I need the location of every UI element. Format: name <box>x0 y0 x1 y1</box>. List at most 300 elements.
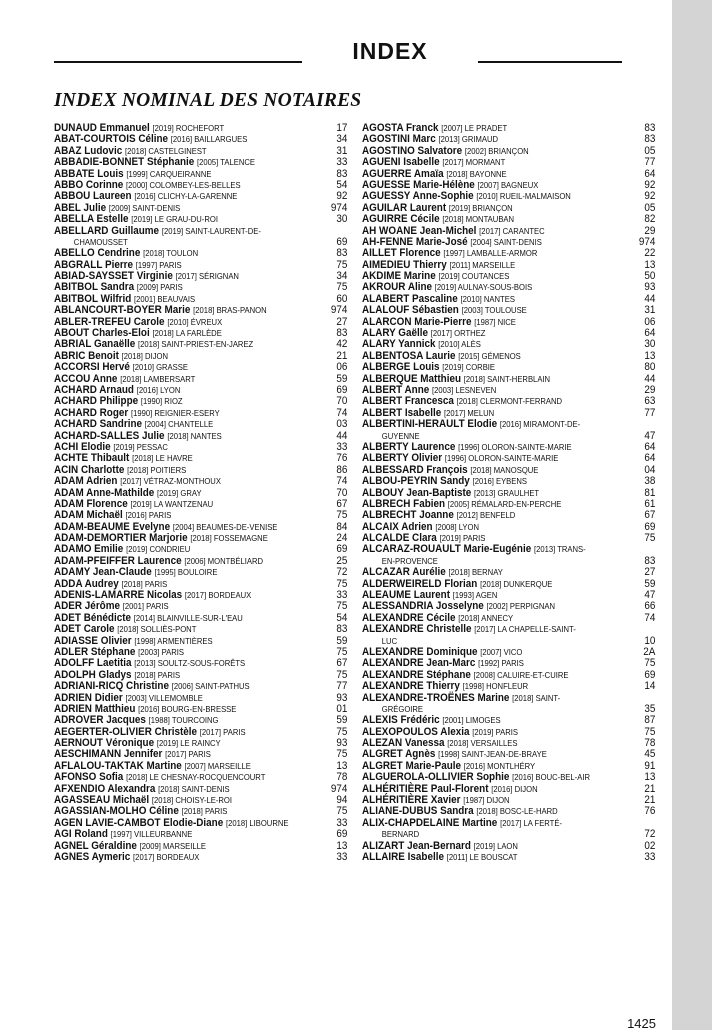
entry-page: 84 <box>336 520 348 533</box>
entry-page: 31 <box>644 304 656 317</box>
notary-name: AKDIME Marine <box>362 270 436 283</box>
entry-page: 974 <box>638 235 656 248</box>
notary-name: ALLAIRE Isabelle <box>362 851 444 863</box>
notary-details: [2017] MORMANT <box>442 157 506 168</box>
notary-details: [1997] PARIS <box>135 259 182 270</box>
entry-page: 44 <box>336 429 348 442</box>
notary-details: [2018] PARIS <box>181 806 228 817</box>
entry-page: 92 <box>644 178 656 191</box>
entry-page: 75 <box>644 725 656 738</box>
notary-name: ABGRALL Pierre <box>54 258 134 271</box>
notary-details: [2019] PARIS <box>472 726 519 737</box>
notary-name: ADENIS-LAMARRE Nicolas <box>54 589 183 602</box>
notary-name: ABRIAL Ganaëlle <box>54 338 136 351</box>
notary-details: [2019] COUTANCES <box>438 271 510 282</box>
notary-details: [2019] ROCHEFORT <box>152 123 225 133</box>
notary-details: [2018] CLERMONT-FERRAND <box>456 396 563 407</box>
notary-details: [2001] BEAUVAIS <box>134 293 196 304</box>
entry-page: 05 <box>644 144 656 157</box>
entry-page: 75 <box>336 645 348 658</box>
notary-name: ADER Jérôme <box>54 600 121 613</box>
notary-name: ACHI Elodie <box>54 440 111 453</box>
notary-name: ALEXANDRE Stéphane <box>362 668 471 681</box>
notary-details: [2004] BEAUMES-DE-VENISE <box>172 521 278 532</box>
notary-name: ADROVER Jacques <box>54 714 146 727</box>
entry-page: 45 <box>644 748 656 761</box>
entry-page: 31 <box>336 144 348 157</box>
entry-page: 76 <box>336 452 348 465</box>
notary-details: [2018] LE HAVRE <box>132 453 193 464</box>
entry-page: 74 <box>644 611 656 624</box>
notary-name: ALEXOPOULOS Alexia <box>362 725 470 738</box>
notary-details: [2016] MONTLHÉRY <box>463 760 536 771</box>
notary-name: ALESSANDRIA Josselyne <box>362 600 484 613</box>
notary-details: [2019] PESSAC <box>113 441 168 452</box>
notary-details: [2013] GRAULHET <box>474 487 540 498</box>
notary-name: AGNEL Géraldine <box>54 839 137 852</box>
notary-name: ABBADIE-BONNET Stéphanie <box>54 156 195 169</box>
notary-details: [2016] BOURG-EN-BRESSE <box>138 703 237 714</box>
entry-page: 69 <box>336 235 348 248</box>
entry-page: 59 <box>644 577 656 590</box>
notary-details: [2019] PARIS <box>439 533 486 544</box>
notary-details-continued: GUYENNE <box>381 430 420 441</box>
notary-name: ABBOU Laureen <box>54 190 132 203</box>
index-entry <box>54 851 348 863</box>
entry-page: 29 <box>644 224 656 237</box>
notary-details: [2016] LYON <box>136 384 181 395</box>
entry-page: 33 <box>336 589 348 602</box>
notary-details: [2003] VILLEMOMBLE <box>125 692 203 703</box>
entry-page: 60 <box>336 292 348 305</box>
notary-details: [2018] DIJON <box>121 350 169 361</box>
entry-page: 01 <box>336 702 348 715</box>
entry-page: 82 <box>644 213 656 226</box>
notary-name: AGUIRRE Cécile <box>362 213 440 226</box>
notary-details-continued: CHAMOUSSET <box>73 236 128 247</box>
notary-name: ALBOU-PEYRIN Sandy <box>362 475 470 488</box>
notary-details: [1996] OLORON-SAINTE-MARIE <box>444 453 559 464</box>
notary-details: [2019] CONDRIEU <box>126 544 191 555</box>
notary-details: [1997] VILLEURBANNE <box>110 829 193 840</box>
notary-details: [2005] TALENCE <box>197 157 255 168</box>
notary-details: [2007] BAGNEUX <box>477 179 539 190</box>
notary-name: ALCARAZ-ROUAULT Marie-Eugénie <box>362 543 532 556</box>
entry-page: 83 <box>644 554 656 567</box>
notary-details: [2010] RUEIL-MALMAISON <box>476 191 571 202</box>
entry-page: 75 <box>336 577 348 590</box>
notary-details: [2017] BORDEAUX <box>133 852 200 862</box>
index-entry <box>362 544 627 555</box>
index-entry <box>362 818 627 829</box>
entry-page: 27 <box>336 315 348 328</box>
notary-details: [2018] VERSAILLES <box>447 738 518 749</box>
notary-details: [2005] RÉMALARD-EN-PERCHE <box>447 498 562 509</box>
notary-details: [2017] PARIS <box>199 726 246 737</box>
index-entry <box>362 693 627 704</box>
notary-details: [1987] NICE <box>474 316 516 327</box>
notary-name: ALBRECHT Joanne <box>362 509 454 522</box>
entry-page: 03 <box>336 418 348 431</box>
notary-details: [2019] LA WANTZENAU <box>130 498 214 509</box>
notary-name: ALALOUF Sébastien <box>362 304 459 317</box>
notary-details: [2018] LAMBERSART <box>120 373 196 384</box>
notary-name: ALARY Gaëlle <box>362 327 429 340</box>
entry-page: 93 <box>336 691 348 704</box>
notary-name: ACCOU Anne <box>54 372 118 385</box>
header-rule-right <box>478 61 622 63</box>
notary-name: AERNOUT Véronique <box>54 737 155 750</box>
notary-name: AGUILAR Laurent <box>362 201 447 214</box>
notary-name: ACHARD-SALLES Julie <box>54 429 165 442</box>
notary-name: AH-FENNE Marie-José <box>362 235 468 248</box>
notary-name: ADAM Florence <box>54 497 128 510</box>
entry-page: 83 <box>336 327 348 340</box>
notary-details: [1997] LAMBALLE-ARMOR <box>443 248 538 259</box>
entry-page: 78 <box>644 737 656 750</box>
index-entry <box>54 226 319 237</box>
notary-name: AESCHIMANN Jennifer <box>54 748 163 761</box>
notary-name: ABITBOL Wilfrid <box>54 292 132 305</box>
notary-name: ALEZAN Vanessa <box>362 737 445 750</box>
notary-details: [2018] LIBOURNE <box>225 817 289 828</box>
entry-page: 69 <box>336 543 348 556</box>
notary-details: [2001] PARIS <box>122 601 169 612</box>
notary-name: ALBERTY Olivier <box>362 452 443 465</box>
notary-details: [1999] CARQUEIRANNE <box>126 168 212 179</box>
page-number: 1425 <box>627 1016 656 1031</box>
notary-details: [2016] EYBENS <box>472 476 528 487</box>
entry-page: 22 <box>644 247 656 260</box>
entry-page: 974 <box>330 201 348 214</box>
index-column-left <box>54 123 348 863</box>
entry-page: 70 <box>336 395 348 408</box>
notary-details: [2017] BORDEAUX <box>184 590 252 601</box>
notary-details: [2002] PERPIGNAN <box>486 601 555 612</box>
notary-name: AGNES Aymeric <box>54 851 131 863</box>
notary-details: [2011] MARSEILLE <box>449 259 516 270</box>
notary-name: ALCALDE Clara <box>362 532 437 545</box>
notary-details: [2007] VICO <box>480 646 523 657</box>
notary-name: ALEXANDRE Cécile <box>362 611 456 624</box>
notary-details: [2018] PARIS <box>121 578 168 589</box>
notary-name: AGEN LAVIE-CAMBOT Elodie-Diane <box>54 816 224 829</box>
section-title: INDEX NOMINAL DES NOTAIRES <box>54 90 362 111</box>
notary-name: ADAM Anne-Mathilde <box>54 486 155 499</box>
notary-name: AGOSTINO Salvatore <box>362 144 463 157</box>
entry-page: 44 <box>644 372 656 385</box>
notary-name: ACHARD Roger <box>54 406 129 419</box>
notary-details: [2002] BRIANÇON <box>464 145 529 156</box>
entry-page: 06 <box>336 361 348 374</box>
entry-page: 63 <box>644 395 656 408</box>
notary-details: [1990] REIGNIER-ESERY <box>131 407 220 418</box>
notary-name: AEGERTER-OLIVIER Christèle <box>54 725 198 738</box>
notary-details: [2018] BRAS-PANON <box>193 305 267 316</box>
notary-details: [2003] LESNEVEN <box>432 384 497 395</box>
index-entry <box>362 851 656 863</box>
entry-page: 75 <box>336 668 348 681</box>
notary-details: [2010] GRASSE <box>132 362 188 373</box>
notary-details: [2018] PARIS <box>134 669 181 680</box>
notary-name: ABLER-TREFEU Carole <box>54 315 165 328</box>
notary-name: ADDA Audrey <box>54 577 119 590</box>
notary-details: [2018] ANNECY <box>458 612 514 623</box>
notary-details-continued: EN-PROVENCE <box>381 555 438 566</box>
notary-name: ABELLO Cendrine <box>54 247 141 260</box>
notary-name: AGOSTINI Marc <box>362 133 436 146</box>
notary-details: [2019] SAINT-LAURENT-DE- <box>161 225 261 236</box>
notary-name: AGUESSE Marie-Hélène <box>362 178 475 191</box>
notary-name: AGUENI Isabelle <box>362 156 440 169</box>
notary-name: ALHÉRITIÈRE Paul-Florent <box>362 782 489 795</box>
entry-page: 30 <box>644 338 656 351</box>
notary-name: ABLANCOURT-BOYER Marie <box>54 304 191 317</box>
entry-page: 54 <box>336 178 348 191</box>
notary-name: ADAM Michaël <box>54 509 123 522</box>
entry-page: 87 <box>644 714 656 727</box>
notary-details: [2018] SOLLIÈS-PONT <box>117 624 197 635</box>
notary-name: ACHARD Arnaud <box>54 383 134 396</box>
entry-page: 75 <box>336 509 348 522</box>
entry-page: 75 <box>336 281 348 294</box>
notary-details: [2018] BAYONNE <box>446 168 507 179</box>
notary-details: [2019] CORBIE <box>442 362 496 373</box>
entry-page: 67 <box>644 509 656 522</box>
entry-page: 69 <box>336 828 348 841</box>
entry-page: 27 <box>644 566 656 579</box>
notary-name: ALBESSARD François <box>362 463 468 476</box>
entry-page: 34 <box>336 133 348 146</box>
entry-page: 92 <box>644 190 656 203</box>
notary-name: ALGRET Marie-Paule <box>362 759 462 772</box>
entry-page: 78 <box>336 771 348 784</box>
notary-details: [2019] AULNAY-SOUS-BOIS <box>434 282 533 293</box>
entry-page: 33 <box>336 156 348 169</box>
notary-name: ALBRECH Fabien <box>362 497 446 510</box>
notary-details: [2007] LE PRADET <box>441 123 508 133</box>
entry-page: 92 <box>336 190 348 203</box>
entry-page: 72 <box>336 566 348 579</box>
notary-details: [2019] LE RAINCY <box>156 738 221 749</box>
notary-details: [2000] COLOMBEY-LES-BELLES <box>126 179 241 190</box>
notary-name: ALARCON Marie-Pierre <box>362 315 472 328</box>
notary-details: [2018] SAINT-DENIS <box>158 783 230 794</box>
notary-name: AGOSTA Franck <box>362 122 439 134</box>
notary-name: ADAM Adrien <box>54 475 118 488</box>
notary-details: [2004] CHANTELLE <box>144 419 214 430</box>
notary-details: [2013] SOULTZ-SOUS-FORÊTS <box>134 658 246 669</box>
entry-page: 75 <box>644 657 656 670</box>
entry-page: 29 <box>644 383 656 396</box>
notary-name: ACHARD Sandrine <box>54 418 143 431</box>
notary-name: ALABERT Pascaline <box>362 292 458 305</box>
notary-name: ALBERT Anne <box>362 383 430 396</box>
entry-page: 13 <box>644 349 656 362</box>
notary-details: [1990] RIOZ <box>140 396 183 407</box>
notary-details: [2018] TOULON <box>143 248 199 259</box>
notary-name: AGUESSY Anne-Sophie <box>362 190 474 203</box>
notary-details: [2017] VÉTRAZ-MONTHOUX <box>120 476 221 487</box>
entry-page: 33 <box>336 816 348 829</box>
page-title: INDEX <box>352 38 428 64</box>
entry-page: 86 <box>336 463 348 476</box>
notary-details: [2017] PARIS <box>165 749 211 760</box>
notary-name: ABBO Corinne <box>54 178 124 191</box>
entry-page: 91 <box>644 759 656 772</box>
entry-page: 13 <box>644 771 656 784</box>
entry-page: 93 <box>644 281 656 294</box>
entry-page: 44 <box>644 292 656 305</box>
notary-name: ABELLA Estelle <box>54 213 129 226</box>
notary-name: ACCORSI Hervé <box>54 361 130 374</box>
entry-page: 83 <box>336 167 348 180</box>
notary-name: ADET Bénédicte <box>54 611 132 624</box>
notary-details: [2014] BLAINVILLE-SUR-L'EAU <box>133 612 243 623</box>
entry-page: 64 <box>644 452 656 465</box>
notary-name: ABAT-COURTOIS Céline <box>54 133 169 146</box>
notary-name: ADET Carole <box>54 623 115 636</box>
notary-name: ALGUEROLA-OLLIVIER Sophie <box>362 771 510 784</box>
notary-name: ALBENTOSA Laurie <box>362 349 456 362</box>
entry-page: 13 <box>336 839 348 852</box>
entry-page: 33 <box>336 440 348 453</box>
notary-name: ABEL Julie <box>54 201 107 214</box>
entry-page: 74 <box>336 475 348 488</box>
notary-name: ALEXANDRE Thierry <box>362 680 460 693</box>
entry-page: 59 <box>336 714 348 727</box>
entry-page: 24 <box>336 532 348 545</box>
notary-details: [2013] TRANS- <box>533 544 586 555</box>
notary-name: AGUERRE Amaïa <box>362 167 444 180</box>
notary-details: [2019] GRAY <box>157 487 202 498</box>
notary-name: ALDERWEIRELD Florian <box>362 577 478 590</box>
notary-name: ALBERT Francesca <box>362 395 454 408</box>
page-header <box>54 38 622 68</box>
notary-name: ALBOUY Jean-Baptiste <box>362 486 472 499</box>
entry-page: 974 <box>330 782 348 795</box>
notary-details: [2009] MARSEILLE <box>139 840 207 851</box>
entry-page: 974 <box>330 304 348 317</box>
notary-name: ABAZ Ludovic <box>54 144 123 157</box>
notary-details: [2018] LA FARLÈDE <box>152 328 222 339</box>
entry-page: 83 <box>336 623 348 636</box>
notary-details: [2016] CLICHY-LA-GARENNE <box>134 191 238 202</box>
notary-name: ABOUT Charles-Eloi <box>54 327 150 340</box>
entry-page: 67 <box>336 657 348 670</box>
notary-details: [2009] PARIS <box>136 282 183 293</box>
notary-name: AFXENDIO Alexandra <box>54 782 156 795</box>
notary-name: ALIZART Jean-Bernard <box>362 839 471 852</box>
notary-name: ADRIANI-RICQ Christine <box>54 680 169 693</box>
notary-name: ALEXANDRE Dominique <box>362 645 478 658</box>
page-edge-band <box>672 0 712 1030</box>
notary-name: ADAM-BEAUME Evelyne <box>54 520 171 533</box>
entry-page: 54 <box>336 611 348 624</box>
notary-details: [2003] TOULOUSE <box>461 305 527 316</box>
entry-page: 83 <box>644 133 656 146</box>
notary-details: [2017] CARANTEC <box>479 225 545 236</box>
notary-name: ALARY Yannick <box>362 338 436 351</box>
notary-details: [2012] BENFELD <box>456 510 516 521</box>
entry-page: 17 <box>336 122 348 134</box>
entry-page: 74 <box>336 406 348 419</box>
entry-page: 66 <box>644 600 656 613</box>
notary-name: ALHÉRITIÈRE Xavier <box>362 794 461 807</box>
notary-details: [2003] PARIS <box>138 646 184 657</box>
notary-details-continued: GRÉGOIRE <box>381 703 424 714</box>
notary-name: AGASSEAU Michaël <box>54 794 150 807</box>
notary-name: ALCAZAR Aurélie <box>362 566 446 579</box>
notary-details: [2008] CALUIRE-ET-CUIRE <box>473 669 569 680</box>
notary-name: DUNAUD Emmanuel <box>54 122 150 134</box>
entry-page: 77 <box>336 680 348 693</box>
notary-name: ABELLARD Guillaume <box>54 224 160 237</box>
notary-name: ALIX-CHAPDELAINE Martine <box>362 816 498 829</box>
notary-details: [2017] LA CHAPELLE-SAINT- <box>474 624 576 635</box>
notary-details: [2018] FOSSEMAGNE <box>190 533 268 544</box>
header-rule-left <box>54 61 302 63</box>
notary-details: [2016] BAILLARGUES <box>170 134 248 145</box>
notary-name: ABRIC Benoit <box>54 349 119 362</box>
notary-details: [2006] SAINT-PATHUS <box>171 681 250 692</box>
entry-page: 25 <box>336 554 348 567</box>
entry-page: 72 <box>644 828 656 841</box>
notary-details: [2018] SAINT-PRIEST-EN-JAREZ <box>138 339 254 350</box>
notary-details: [2011] LE BOUSCAT <box>446 852 518 862</box>
notary-name: ALEAUME Laurent <box>362 589 451 602</box>
notary-details: [2019] LAON <box>473 840 518 851</box>
entry-page: 10 <box>644 634 656 647</box>
notary-name: ALBERT Isabelle <box>362 406 442 419</box>
notary-details: [2018] NANTES <box>167 430 222 441</box>
entry-page: 75 <box>644 532 656 545</box>
notary-name: ACHTE Thibault <box>54 452 130 465</box>
notary-details: [2018] MANOSQUE <box>470 464 539 475</box>
notary-details: [2010] ALÈS <box>438 339 481 350</box>
entry-page: 42 <box>336 338 348 351</box>
entry-page: 47 <box>644 589 656 602</box>
notary-name: AIMEDIEU Thierry <box>362 258 447 271</box>
index-entry <box>362 419 627 430</box>
entry-page: 21 <box>644 782 656 795</box>
entry-page: 02 <box>644 839 656 852</box>
notary-details: [2018] CASTELGINEST <box>124 145 207 156</box>
notary-details-continued: BERNARD <box>381 829 420 840</box>
entry-page: 33 <box>336 851 348 863</box>
notary-details: [2018] DUNKERQUE <box>480 578 553 589</box>
notary-details: [2013] GRIMAUD <box>438 134 498 145</box>
entry-page: 21 <box>336 349 348 362</box>
entry-page: 75 <box>336 748 348 761</box>
notary-details: [2018] SAINT- <box>512 692 561 703</box>
notary-details: [1992] PARIS <box>478 658 524 669</box>
notary-details: [1998] SAINT-JEAN-DE-BRAYE <box>438 749 547 760</box>
notary-details: [2018] BERNAY <box>448 567 503 578</box>
notary-details: [1987] DIJON <box>463 795 510 806</box>
notary-name: ALBERTINI-HERAULT Elodie <box>362 418 498 431</box>
notary-name: ABIAD-SAYSSET Virginie <box>54 270 173 283</box>
entry-page: 47 <box>644 429 656 442</box>
notary-name: ALBERQUE Matthieu <box>362 372 461 385</box>
entry-page: 94 <box>336 794 348 807</box>
notary-details: [2001] LIMOGES <box>442 715 501 726</box>
notary-name: ADRIEN Didier <box>54 691 123 704</box>
entry-page: 64 <box>644 327 656 340</box>
entry-page: 59 <box>336 634 348 647</box>
notary-details: [1996] OLORON-SAINTE-MARIE <box>458 441 572 452</box>
entry-page: 64 <box>644 167 656 180</box>
